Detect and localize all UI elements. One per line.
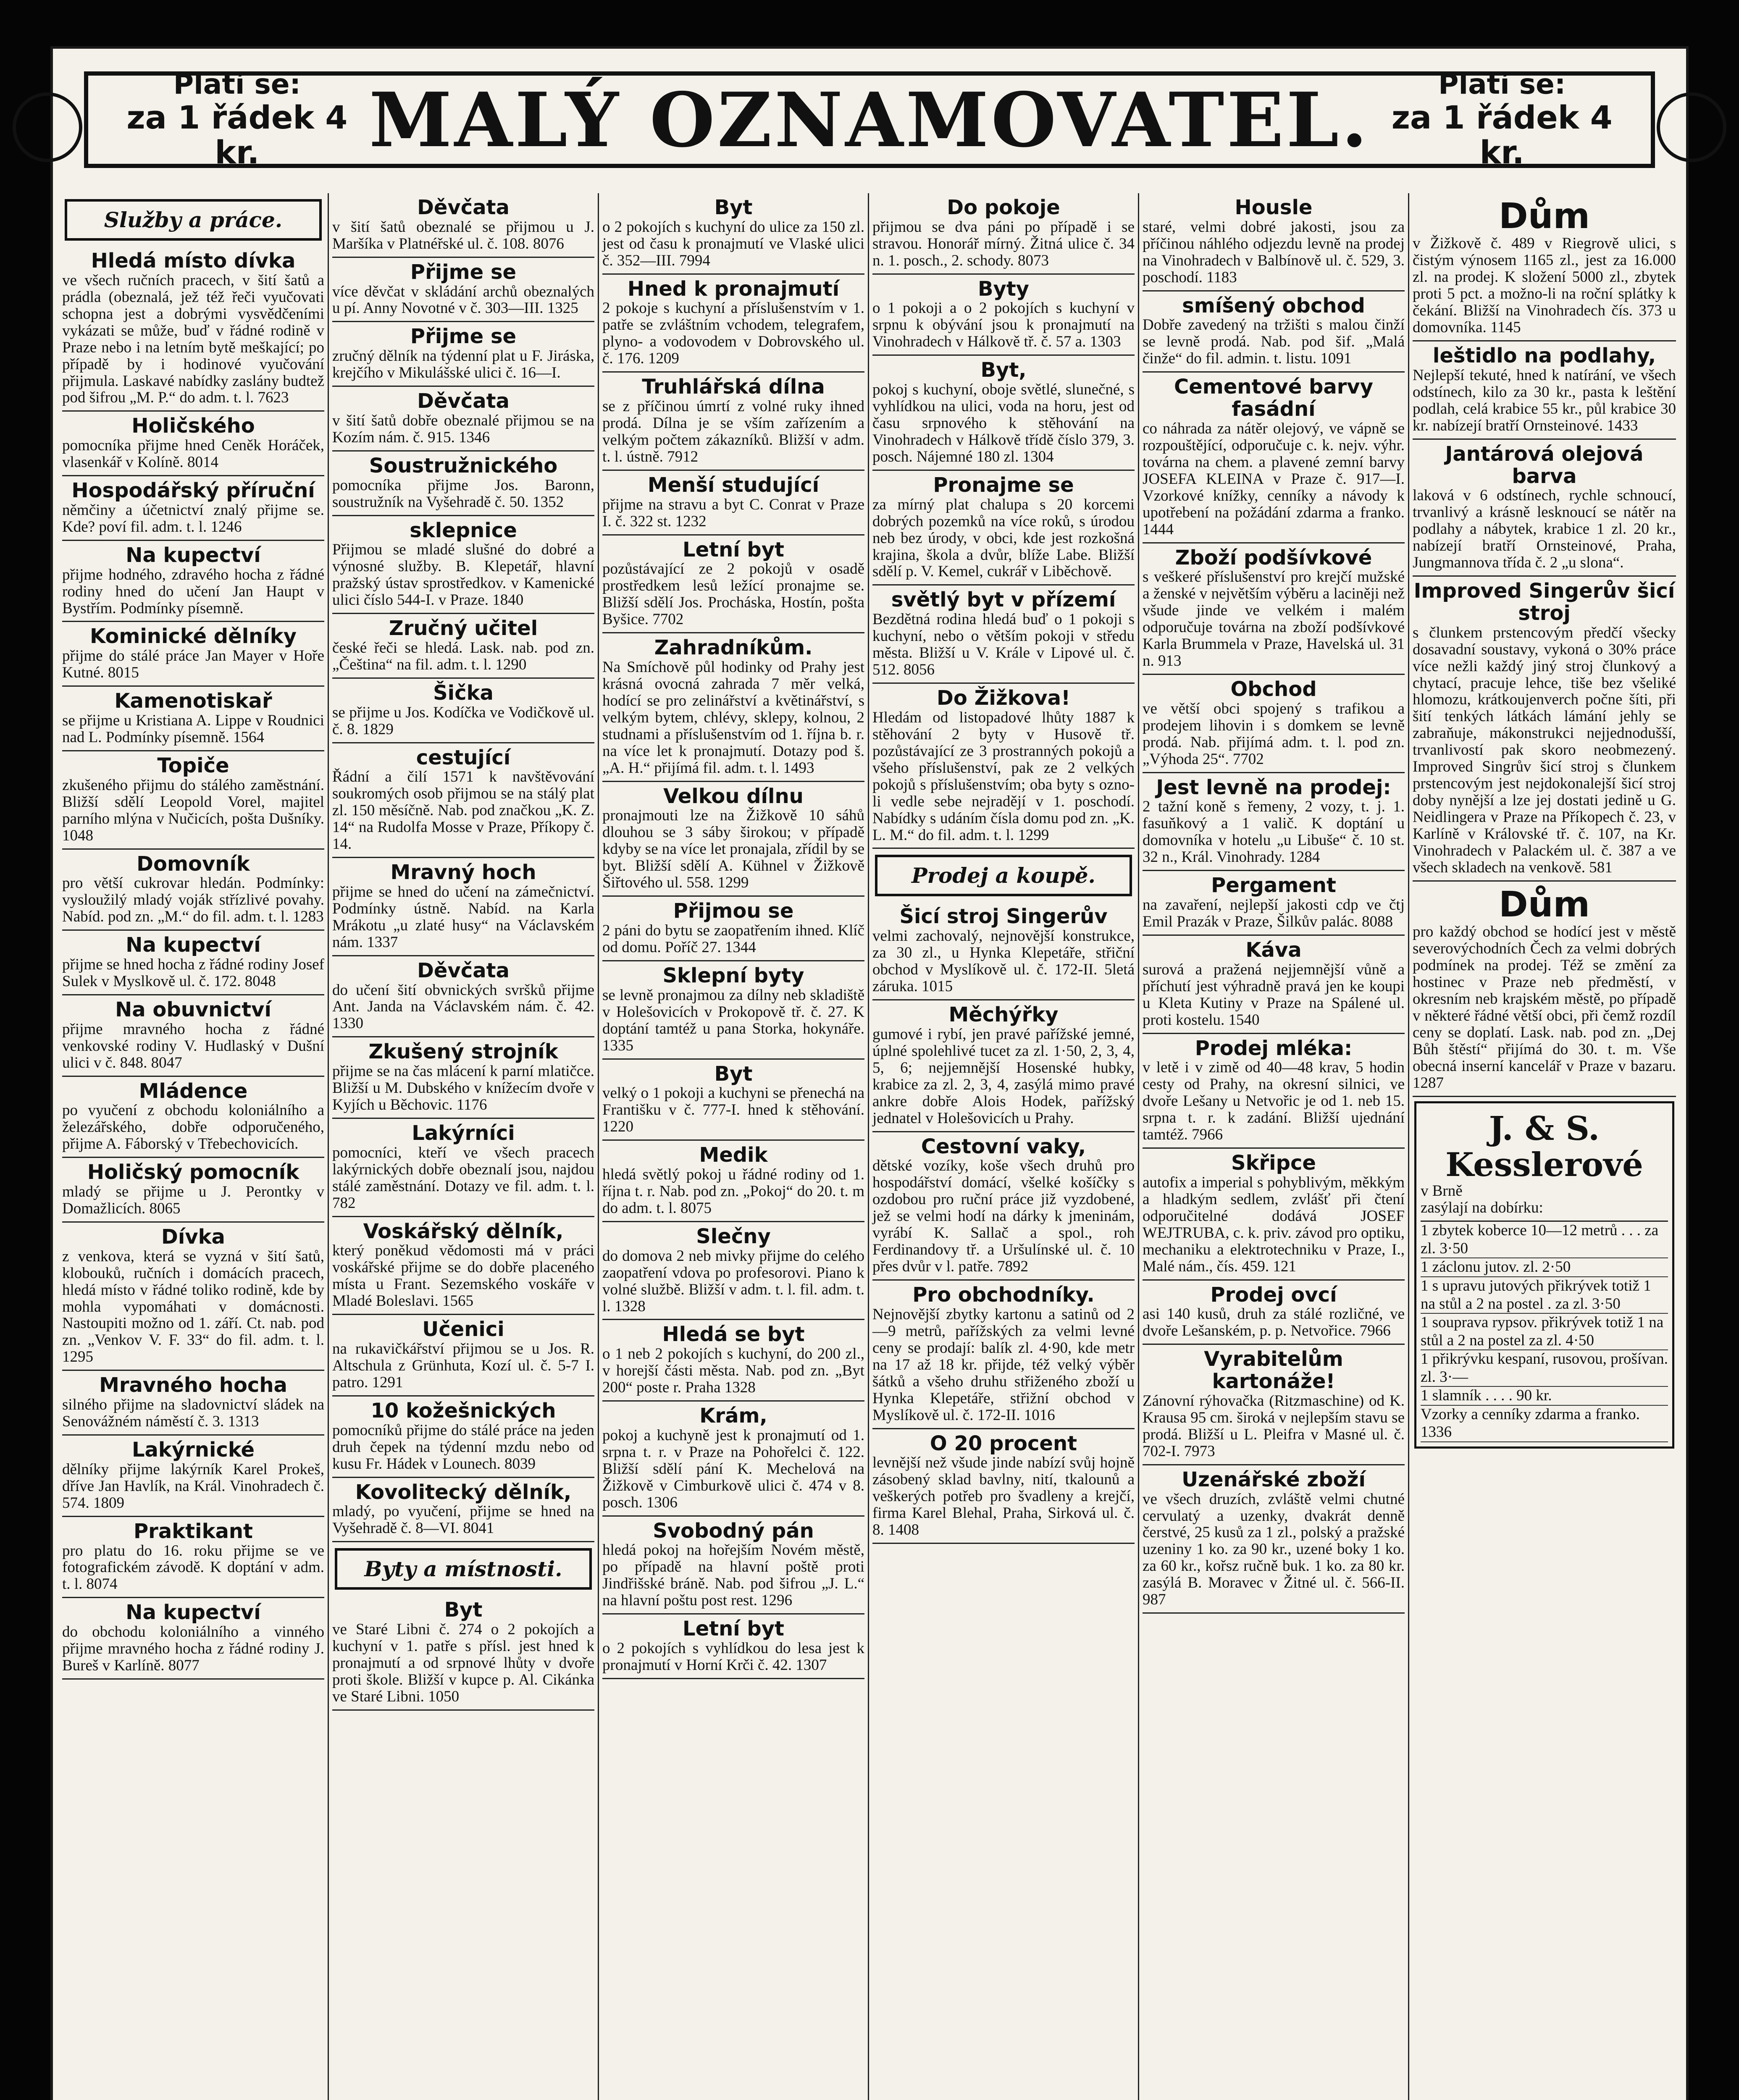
ad-heading: Svobodný pán [653, 1519, 814, 1543]
ad-heading: Slečny [696, 1224, 771, 1248]
ad-text: mladý se přijme u J. Perontky v Domažlicích. 8065 [62, 1183, 324, 1217]
ad-text: autofix a imperial s pohyblivým, měkkým a hladkým sedlem, zvlášť při čtení odporučitelné dodává JOSEF WEJTRUBA, c. k. priv. závod pro optiku, mechaniku a elektrotechniku v Praze, I., Malé nám., čís. 459. 121 [1143, 1173, 1405, 1275]
ad-text: Hledám od listopadové lhůty 1887 k stěhování 2 byty v Husově tř. pozůstávající ze 3 prostranných pokojů a všeho příslušenství, pak ze 2 velkých pokojů s příslušenstvím; oba byty s ozno-li vedle sebe nejradějí v 1. poschodí. Nabídky s udáním čísla domu pod zn. „K. L. M.“ do fil. adm. t. l. 1299 [872, 709, 1135, 844]
ad-text: 2 pokoje s kuchyní a příslušenstvím v 1. patře se zvláštním vchodem, telegrafem, plyno- a vodovodem v Dobrovského ul. č. 176. 1209 [602, 299, 864, 368]
ad-text: gumové i rybí, jen pravé pařížské jemné, úplné spolehlivé tucet za zl. 1·50, 2, 3, 4, 5, 6; nejjemnější Hosenské hubky, krabice za zl. 2, 3, 4, zasýlá mimo pravé ankre dobře Alois Hodek, pařížský jednatel v Holešovicích u Prahy. [872, 1025, 1135, 1127]
ad-heading: Káva [1245, 938, 1302, 962]
ad-heading: Obchod [1230, 677, 1317, 701]
classified-ad [1143, 543, 1405, 675]
ad-heading: Prodej mléka: [1195, 1036, 1353, 1060]
classified-ad [1413, 193, 1676, 341]
ad-heading: Voskářský dělník, [363, 1219, 564, 1243]
ad-text: ve větší obci spojený s trafikou a prodejem lihovin i s domkem se levně prodá. Nab. přijímá adm. t. l. pod zn. „Výhoda 25“. 7702 [1143, 700, 1405, 768]
ad-heading: Jest levně na prodej: [1156, 775, 1391, 799]
classified-ad [62, 1371, 324, 1436]
ad-text: který poněkud vědomosti má v práci voskářské přijme se do dobře placeného místa u Frant. Sezemského voskáře v Mladé Boleslavi. 1565 [332, 1242, 594, 1310]
price-list-row: 1 zbytek koberce 10—12 metrů . . . za zl. 3·50 [1421, 1222, 1668, 1258]
classified-ad [62, 1517, 324, 1599]
ad-text: laková v 6 odstínech, rychle schnoucí, trvanlivý a krásně lesknoucí se nátěr na podlahy a nábytek, krabice 1 zl. 20 kr., nabízejí bratří Ornsteinové, Praha, Jungmannova třída č. 2 „u slona“. [1413, 487, 1676, 572]
ad-text: z venkova, která se vyzná v šití šatů, klobouků, ručních i domácích pracech, hledá místo v řádné tolikо rodině, kde by mohla vypomáhati v domácnosti. Nastoupiti možno od 1. září. Ct. nab. pod zn. „Venkov V. F. 33“ do fil. adm. t. l. 1295 [62, 1247, 324, 1366]
ad-heading: Dům [1498, 195, 1590, 236]
ad-heading: Krám, [699, 1404, 767, 1428]
ad-text: pokoj s kuchyní, oboje světlé, slunečné, s vyhlídkou na ulici, voda na horu, jest od času srpnového k stěhování na Vinohradech v Hálkově třídě číslo 379, 3. posch. Nájemné 180 zl. 1304 [872, 381, 1135, 465]
classified-ad [332, 1037, 594, 1119]
masthead [84, 68, 1655, 171]
ad-text: v Žižkově č. 489 v Riegrově ulici, s čistým výnosem 1165 zl., jest za 16.000 zl. na prodej. K složení 5000 zl., zbytek proti 5 pct. a možno-li na roční splátky k čekání. Bližší na Vinohradech čís. 373 u domovníka. 1145 [1413, 235, 1676, 336]
classified-ad [1143, 373, 1405, 543]
ad-text: pomocníků přijme do stálé práce na jeden druh čepek na týdenní mzdu nebo od kusu Fr. Hádek v Lounech. 8039 [332, 1421, 594, 1473]
ad-text: do domova 2 neb mivky přijme do celého zaopatření vdova po profesorovi. Piano k volné službě. Bližší v adm. t. l. fil. adm. t. l. 1328 [602, 1247, 864, 1315]
classified-ad [602, 1320, 864, 1402]
classified-ad [602, 1222, 864, 1320]
ad-heading: Dívka [161, 1225, 225, 1249]
ad-text: na rukavičkářství přijmou se u Jos. R. Altschula z Grünhuta, Kozí ul. č. 5-7 I. patro. 1291 [332, 1340, 594, 1391]
ad-text: asi 140 kusů, druh za stálé rozličné, ve dvoře Lešanském, p. p. Netvořice. 7966 [1143, 1305, 1405, 1340]
ad-text: Na Smíchově půl hodinky od Prahy jest krásná ovocná zahrada 7 měr velká, hodící se pro zelinářství a květinářství, s velkým bytem, chlévy, sklepy, kolnou, 2 studnami a příslušenstvím od 1. října b. r. na více let k pronajmutí. Dotazy pod š. „A. H.“ přijímá fil. adm. t. l. 1493 [602, 658, 864, 777]
ad-text: pronajmouti lze na Žižkově 10 sáhů dlouhou se 3 sáby širokou; v případě kdyby se na více let pronajala, zřídil by se byt. Bližší sdělí A. Kühnel v Žižkově Šiřtového ul. 558. 1299 [602, 807, 864, 892]
ad-text: pro platu do 16. roku přijme se ve fotografickém závodě. K doptání v adm. t. l. 8074 [62, 1542, 324, 1593]
classified-ad [872, 585, 1135, 684]
ad-heading: Dům [1498, 883, 1590, 925]
ad-heading: Domovník [137, 852, 250, 876]
ad-text: pokoj a kuchyně jest k pronajmutí od 1. srpna t. r. v Praze na Pohořelci č. 122. Bližší sdělí pání K. Mechelová na Žižkově v Cimburkově ulici č. 474 v 8. posch. 1306 [602, 1426, 864, 1511]
ad-heading: Vyrabitelům kartonáže! [1204, 1347, 1343, 1394]
ad-heading: Zručný učitel [389, 617, 538, 640]
ad-heading: Truhlářská dílna [642, 375, 825, 399]
ad-text: pozůstávající ze 2 pokojů v osadě prostředkem lesů ležící pronajme se. Bližší sdělí Jos. Procháska, Hostín, pošta Byšice. 7702 [602, 560, 864, 628]
ad-heading: Byt [444, 1598, 483, 1622]
ad-heading: Šička [433, 681, 494, 705]
ad-text: přijme do stálé práce Jan Mayer v Hoře Kutné. 8015 [62, 647, 324, 682]
ad-text: v šití šatů obeznalé se přijmou u J. Maršíka v Platnéřské ul. č. 108. 8076 [332, 218, 594, 252]
ad-text: s veškeré příslušenství pro krejčí mužské a ženské v největším výběru a laciněji než všude jinde ve velkém i malém odporučuje továrna na zboží podšívkové Karla Brummela v Praze, Havelská ul. 31 n. 913 [1143, 568, 1405, 670]
ad-heading: Improved Singerův šicí stroj [1413, 579, 1675, 625]
classified-ad [872, 275, 1135, 356]
ad-text: mladý, po vyučení, přijme se hned na Vyšehradě č. 8—VI. 8041 [332, 1503, 594, 1537]
ad-text: pomocníka přijme hned Ceněk Horáček, vlasenkář v Kolíně. 8014 [62, 437, 324, 471]
classified-columns [59, 193, 1680, 2100]
ad-text: Bezdětná rodina hledá buď o 1 pokoji s kuchyní, nebo o větším pokoji v středu města. Bližší u V. Krále v Lipové ul. č. 512. 8056 [872, 611, 1135, 679]
section-heading: Prodej a koupě. [875, 855, 1132, 896]
ad-text: v šití šatů dobře obeznalé přijmou se na Kozím nám. č. 915. 1346 [332, 412, 594, 446]
classified-ad [332, 1217, 594, 1315]
ad-text: více děvčat v skládání archů obeznalých u pí. Anny Novotné v č. 303—III. 1325 [332, 283, 594, 317]
classified-ad [332, 387, 594, 452]
ad-heading: Uzenářské zboží [1182, 1467, 1366, 1491]
ad-heading: Pro obchodníky. [912, 1283, 1095, 1307]
ad-text: české řeči se hledá. Lask. nab. pod zn. „Čeština“ na fil. adm. t. l. 1290 [332, 639, 594, 673]
ad-heading: 10 kožešnických [370, 1399, 556, 1423]
classified-ad [602, 193, 864, 275]
classified-ad [62, 1158, 324, 1223]
ad-heading: Na kupectví [126, 1601, 261, 1625]
column-5 [1139, 193, 1409, 2100]
price-list-row: 1 záclonu jutov. zl. 2·50 [1421, 1258, 1668, 1277]
ad-heading: Hledá se byt [662, 1323, 805, 1347]
ad-text: s člunkem prstencovým předčí všecky dosavadní soustavy, vykoná o 30% práce více nežli každý jiný stroj člunkový a chytací, pracuje lehce, tiše bez všeliké hlomozu, krátkoujenverch počne šíti, při šití tenkých látkách lámání jehly se zabraňuje, mákonstrukci nejjednodušší, trvanlivostí pak skoro neobmezený. Improved Singrův šicí stroj s člunkem prstencovým jest nejdokonalejší šicí stroj doby nynější a lze jej dostati jedině u G. Neidlingera v Praze na Příkopech č. 23, v Karlíně v Královské tř. č. 107, na Kr. Vinohradech v Palackém ul. č. 387 a ve všech skladech na venkově. 581 [1413, 624, 1676, 877]
classified-ad [602, 897, 864, 961]
price-list-box [1414, 1101, 1674, 1449]
classified-ad [62, 541, 324, 622]
ad-heading: Prodej ovcí [1210, 1283, 1337, 1307]
classified-ad [62, 622, 324, 687]
ad-text: se přijme u Jos. Kodíčka ve Vodičkově ul. č. 8. 1829 [332, 704, 594, 738]
ad-heading: Kovolitecký dělník, [355, 1480, 572, 1504]
column-3 [599, 193, 869, 2100]
ad-text: pomocníci, kteří ve všech pracech lakýrnických dobře obeznalí jsou, najdou stálé zaměstnání. Dotazy ve fil. adm. t. l. 782 [332, 1144, 594, 1212]
classified-ad [872, 471, 1135, 586]
ad-heading: Velkou dílnu [663, 784, 804, 808]
ad-text: silného přijme na sladovnictví sládek na Senovážném náměstí č. 3. 1313 [62, 1396, 324, 1431]
ad-heading: Zahradníkům. [654, 636, 813, 660]
price-list-row: 1 slamník . . . . 90 kr. [1421, 1387, 1668, 1406]
ad-text: se levně pronajmou za dílny neb skladiště v Holešovicích v Prokopově tř. č. 27. K doptání tamtéž u pana Storka, hokynáře. 1335 [602, 986, 864, 1054]
ad-heading: Na kupectví [126, 933, 261, 957]
column-1 [59, 193, 329, 2100]
classified-ad [62, 751, 324, 850]
ad-heading: světlý byt v přízemí [891, 588, 1116, 612]
price-right-line1: Platí se: [1438, 68, 1566, 101]
ad-heading: Pronajme se [933, 473, 1074, 497]
ad-text: pro větší cukrovar hledán. Podmínky: vysloužilý mladý voják střízlivé povahy. Nabíd. pod zn. „M.“ do fil. adm. t. l. 1283 [62, 874, 324, 926]
ad-text: přijme se hned do učení na zámečnictví. Podmínky ústně. Nabíd. na Karla Mrákotu „u zlaté husy“ na Václavském nám. 1337 [332, 883, 594, 951]
classified-ad [602, 275, 864, 373]
ad-text: se z příčinou úmrtí z volné ruky ihned prodá. Dílna je se vším zařízením a velkým počtem zákazníků. Bližší v adm. t. l. ústně. 7912 [602, 398, 864, 465]
price-list-row: 1 souprava rypsov. přikrývek totiž 1 na stůl a 2 na postel za zl. 4·50 [1421, 1314, 1668, 1350]
classified-ad [332, 1396, 594, 1478]
ad-text: hledá světlý pokoj u řádné rodiny od 1. října t. r. Nab. pod zn. „Pokoj“ do 20. t. m do adm. t. l. 8075 [602, 1166, 864, 1217]
ad-text: ve všech ručních pracech, v šití šatů a prádla (obeznalá, jež též řeči vyučovati schopna jest a dobrými vysvědčeními vykázati se může, buď v řádné rodině v Praze nebo i na letním bytě meškající; po případě by i hodinové vyučování přijmula. Laskavé nabídky zaslány budtež pod šifrou „M. P.“ do adm. t. l. 7623 [62, 271, 324, 407]
ad-text: přijme mravného hocha z řádné venkovské rodiny V. Hudlaský v Dušní ulici v č. 848. 8047 [62, 1020, 324, 1071]
column-6 [1409, 193, 1679, 2100]
classified-ad [332, 193, 594, 258]
ad-text: o 1 neb 2 pokojích s kuchyní, do 200 zl., v horejší části města. Nab. pod zn. „Byt 200“ poste r. Praha 1328 [602, 1345, 864, 1396]
classified-ad [602, 1141, 864, 1222]
ad-text: pomocníka přijme Jos. Baronn, soustružník na Vyšehradě č. 50. 1352 [332, 476, 594, 511]
classified-ad [332, 956, 594, 1038]
classified-ad [602, 633, 864, 782]
price-list-row: 1 s upravu jutových přikrývek totiž 1 na stůl a 2 na postel . za zl. 3·50 [1421, 1277, 1668, 1314]
classified-ad [1413, 882, 1676, 1097]
ad-heading: Hledá místo dívka [91, 249, 296, 273]
ad-heading: Skřipce [1231, 1151, 1316, 1175]
classified-ad [602, 961, 864, 1060]
ad-text: velmi zachovalý, nejnovější konstrukce, za 30 zl., u Hynka Klepetáře, střiční obchod v Myslíkově ul. č. 172-II. 5letá záruka. 1015 [872, 927, 1135, 995]
ad-text: za mírný plat chalupa s 20 korcemi dobrých pozemků na více roků, s úrodou neb bez úrody, v obci, kde jest rozkošná krajina, škola a dvůr, blíže Labe. Bližší sdělí p. V. Kemel, cukrář v Liběchově. [872, 496, 1135, 580]
ad-heading: Pergament [1211, 874, 1336, 898]
ad-heading: Jantárová olejová barva [1445, 442, 1644, 488]
classified-ad [872, 1132, 1135, 1281]
classified-ad [332, 1119, 594, 1217]
ad-text: velký o 1 pokoji a kuchyni se přenechá na Františku v č. 777-I. hned k stěhování. 1220 [602, 1084, 864, 1136]
ad-text: na zavaření, nejlepší jakosti cdp ve čtj Emil Prazák v Praze, Šilkův palác. 8088 [1143, 896, 1405, 931]
ad-heading: Topiče [157, 753, 229, 777]
ad-text: dělníky přijme lakýrník Karel Prokeš, dříve Jan Havlík, na Král. Vinohradech č. 574. 1809 [62, 1460, 324, 1512]
price-list-header [1421, 1108, 1668, 1222]
ad-heading: Byt [714, 1062, 753, 1086]
ad-heading: Zkušený strojník [368, 1040, 558, 1064]
ad-heading: Kominické dělníky [90, 625, 297, 648]
ad-heading: Holičský pomocník [87, 1160, 299, 1184]
ad-heading: Děvčata [417, 196, 510, 219]
classified-ad [332, 258, 594, 323]
ad-heading: Hned k pronajmutí [627, 277, 840, 301]
ad-text: o 2 pokojích s vyhlídkou do lesa jest k pronajmutí v Horní Krči č. 42. 1307 [602, 1640, 864, 1674]
price-left-line1: Platí se: [173, 68, 301, 101]
price-left-line2: za 1 řádek 4 kr. [126, 98, 348, 171]
price-right-line2: za 1 řádek 4 kr. [1391, 98, 1613, 171]
price-left [105, 69, 369, 170]
classified-ad [1413, 577, 1676, 882]
column-4 [869, 193, 1139, 2100]
ad-heading: Menší studující [647, 473, 820, 497]
classified-ad [62, 995, 324, 1077]
ad-text: o 1 pokoji a o 2 pokojích s kuchyní v srpnu k obývání jsou k pronajmutí na Vinohradech v Hálkově tř. č. 57 a. 1303 [872, 299, 1135, 351]
ad-text: přijmou se dva páni po případě i se stravou. Honorář mírný. Žitná ulice č. 34 n. 1. posch., 2. schody. 8073 [872, 218, 1135, 269]
ad-text: přijme na stravu a byt C. Conrat v Praze I. č. 322 st. 1232 [602, 496, 864, 530]
ad-text: hledá pokoj na hořejším Novém městě, po případě na hlavní poště proti Jindřišské bráně. Nab. pod šifrou „J. L.“ na hlavní poštu post rest. 1296 [602, 1541, 864, 1609]
classified-ad [62, 247, 324, 412]
ad-heading: Letní byt [682, 1617, 784, 1641]
classified-ad [602, 471, 864, 536]
ad-heading: Kamenotiskař [114, 689, 272, 713]
classified-ad [1413, 440, 1676, 577]
ad-heading: Holičského [131, 414, 255, 438]
ad-text: Dobře zavedený na tržišti s malou činží se levně prodá. Nab. pod šif. „Malá činže“ do fil. admin. t. listu. 1091 [1143, 316, 1405, 368]
ornament-left-icon [13, 92, 82, 162]
classified-ad [332, 452, 594, 516]
classified-ad [332, 1596, 594, 1711]
ad-text: pro každý obchod se hodící jest v městě severovýchodních Čech za velmi dobrých podmínek na prodej. Též se změní za hostinec v Praze neb předměstí, v okresním neb krajském městě, po případě v některé řádné větší obci, při čemž rozdíl ceny se doplatí. Lask. nab. pod zn. „Dej Bůh štěstí“ přijímá do 30. t. m. Vše obecná inserní kancelář v Praze v bazaru. 1287 [1413, 923, 1676, 1092]
classified-ad [602, 1614, 864, 1679]
page-title: MALÝ OZNAMOVATEL. [369, 76, 1370, 164]
classified-ad [1143, 773, 1405, 872]
classified-ad [1143, 1149, 1405, 1281]
price-list-sub: v Brně [1421, 1182, 1463, 1200]
ad-heading: Na kupectví [126, 543, 261, 567]
classified-ad [1143, 1345, 1405, 1465]
classified-ad [602, 1517, 864, 1615]
ad-text: surová a pražená nejjemnější vůně a příchutí jest výhradně pravá jen ke koupi u Kleta Kutiny v Praze na Spálené ul. proti kostelu. 1540 [1143, 961, 1405, 1029]
ad-text: Zánovní rýhovačka (Ritzmaschine) od K. Krausa 95 cm. široká v nejlepším stavu se prodá. Bližší u L. Pleifra v Masné ul. č. 702-I. 7973 [1143, 1392, 1405, 1460]
ad-heading: Zboží podšívkové [1175, 546, 1372, 570]
ad-text: o 2 pokojích s kuchyní do ulice za 150 zl. jest od času k pronajmutí ve Vlaské ulici č. 352—III. 7994 [602, 218, 864, 269]
ad-heading: Na obuvnictví [115, 998, 271, 1021]
price-right [1370, 69, 1634, 170]
ad-text: přijme hodného, zdravého hocha z řádné rodiny hned do učení Jan Haupt v Bystřím. Podmínky písemně. [62, 566, 324, 617]
ad-text: němčiny a účetnictví znalý přijme se. Kde? poví fil. adm. t. l. 1246 [62, 501, 324, 536]
ad-text: v letě i v zimě od 40—48 krav, 5 hodin cesty od Prahy, na okresní silnici, ve dvoře Lešany u Netvořic je od 1. neb 15. srpna t. r. k zadání. Bližší ujednání tamtéž. 7966 [1143, 1059, 1405, 1144]
classified-ad [602, 1060, 864, 1141]
ad-text: levnější než všude jinde nabízí svůj hojně zásobený sklad bavlny, nití, tkalounů a veškerých potřeb pro švadleny a krejčí, firma Karel Blehal, Praha, Sirková ul. č. 8. 1408 [872, 1454, 1135, 1539]
classified-ad [62, 1223, 324, 1371]
classified-ad [602, 536, 864, 634]
ad-heading: sklepnice [410, 518, 517, 542]
ad-heading: Lakýrnické [131, 1438, 255, 1462]
classified-ad [62, 850, 324, 931]
ad-text: se přijme u Kristiana A. Lippe v Roudnici nad L. Podmínky písemně. 1564 [62, 711, 324, 746]
ad-heading: Děvčata [417, 389, 510, 413]
ad-heading: Šicí stroj Singerův [899, 905, 1108, 929]
classified-ad [872, 356, 1135, 471]
ornament-right-icon [1657, 92, 1726, 162]
classified-ad [62, 1598, 324, 1680]
classified-ad [1143, 193, 1405, 291]
section-heading: Byty a místnosti. [335, 1548, 592, 1590]
classified-ad [332, 322, 594, 387]
classified-ad [62, 1077, 324, 1158]
ad-text: přijme se na čas mlácení k parní mlatičce. Bližší u M. Dubského v knížecím dvoře v Kyjích u Běchovic. 1176 [332, 1063, 594, 1114]
classified-ad [62, 931, 324, 995]
classified-ad [1143, 871, 1405, 936]
classified-ad [332, 858, 594, 956]
classified-ad [62, 476, 324, 541]
ad-heading: O 20 procent [930, 1431, 1077, 1455]
classified-ad [872, 1429, 1135, 1544]
ad-text: do učení šití obvnických svršků přijme Ant. Janda na Václavském nám. č. 42. 1330 [332, 981, 594, 1032]
ad-text: ve Staré Libni č. 274 o 2 pokojích a kuchyní v 1. patře s přísl. jest hned k pronajmutí a od srpnové lhůty v dvoře proti škole. Bližší v kupce p. Al. Cikánka ve Staré Libni. 1050 [332, 1621, 594, 1705]
classified-ad [872, 1281, 1135, 1429]
classified-ad [62, 412, 324, 476]
classified-ad [872, 193, 1135, 275]
ad-text: staré, velmi dobré jakosti, jsou za příčinou náhlého odjezdu levně na prodej na Vinohradech v Balbínově ul. č. 529, 3. poschodí. 1183 [1143, 218, 1405, 286]
ad-heading: Byty [977, 277, 1030, 301]
classified-ad [1143, 675, 1405, 773]
classified-ad [332, 1315, 594, 1396]
classified-ad [332, 1478, 594, 1543]
ad-heading: Mládence [139, 1079, 248, 1103]
ad-heading: Přijme se [410, 325, 517, 349]
ad-text: Nejlepší tekuté, hned k natírání, ve všech odstínech, kilo za 30 kr., pasta k leštění podlah, celá krabice 55 kr., půl krabice 30 kr. nabízejí bratří Ornsteinové. 1433 [1413, 366, 1676, 434]
ad-text: Přijmou se mladé slušné do dobré a výnosné služby. B. Klepetář, hlavní pražský ústav sprostředkov. v Kamenické ulici číslo 544-I. v Praze. 1840 [332, 541, 594, 609]
classified-ad [62, 687, 324, 751]
classified-ad [1143, 936, 1405, 1034]
classified-ad [1143, 1034, 1405, 1149]
ad-text: zkušeného přijmu do stálého zaměstnání. Bližší sdělí Leopold Vorel, majitel parního mlýna v Nučicích, pošta Dušníky. 1048 [62, 776, 324, 844]
ad-heading: Medik [699, 1143, 768, 1167]
classified-ad [1143, 291, 1405, 373]
price-list-title: J. & S. Kesslerové [1445, 1109, 1643, 1184]
ad-heading: cestující [416, 746, 511, 769]
ad-text: 2 tažní koně s řemeny, 2 vozy, t. j. 1. fasuňkový a 1 valič. K doptání u domovníka v hotelu „u Libuše“ č. 10 st. 32 n., Král. Vinohrady. 1284 [1143, 798, 1405, 866]
ad-heading: Do pokoje [947, 196, 1060, 219]
ad-heading: Přijme se [410, 260, 517, 284]
classified-ad [872, 684, 1135, 849]
classified-ad [332, 743, 594, 858]
classified-ad [602, 782, 864, 897]
ad-heading: Přijmou se [673, 899, 794, 923]
section-heading: Služby a práce. [65, 199, 322, 241]
classified-ad [332, 679, 594, 743]
ad-heading: Mravného hocha [99, 1373, 287, 1397]
ad-heading: Do Žižkova! [937, 686, 1070, 710]
ad-heading: smíšený obchod [1182, 294, 1365, 318]
ad-heading: Soustružnického [369, 454, 558, 478]
ad-heading: Hospodářský příruční [71, 479, 315, 503]
price-list-row: 1 přikrývku kespaní, rusovou, prošívan. zl. 3·— [1421, 1350, 1668, 1387]
ad-heading: Housle [1235, 196, 1313, 219]
ad-heading: Lakýrníci [412, 1121, 515, 1145]
ad-text: dětské vozíky, koše všech druhů pro hospodářství domácí, všelké košíčky s ozdobou pro ruční práce již vyzdobené, jež se velmi hodí na dárky k jmeninám, vyrábí K. Sallač a spol., roh Ferdinandovy tř. a Uršulínské ul. č. 10 přes dvůr v l. patře. 7892 [872, 1157, 1135, 1276]
ad-heading: Mravný hoch [390, 861, 536, 885]
ad-heading: Cementové barvy fasádní [1174, 375, 1373, 421]
ad-heading: Děvčata [417, 958, 510, 982]
ad-text: Řádní a čilí 1571 k navštěvování soukromých osob přijmou se na stálý plat zl. 150 měsíčně. Nab. pod značkou „K. Z. 14“ na Rudolfa Mosse v Praze, Příkopy č. 14. [332, 768, 594, 853]
price-list-footer: Vzorky a cenníky zdarma a franko. 1336 [1421, 1406, 1668, 1442]
ad-text: přijme se hned hocha z řádné rodiny Josef Sulek v Myslkově ul. č. 172. 8048 [62, 956, 324, 990]
ad-heading: leštidlo na podlahy, [1432, 344, 1656, 368]
ad-heading: Byt, [980, 358, 1027, 382]
ad-heading: Učenici [422, 1318, 504, 1341]
price-list-sub2: zasýlají na dobírku: [1421, 1199, 1543, 1217]
ad-text: co náhrada za nátěr olejový, ve vápně se rozpouštějící, odporučuje c. k. nejv. výhr. továrna na chem. a plavené zemní barvy JOSEFA KLEINA v Praze č. 917—I. Vzorkové knížky, cenníky a návody k upotřebení na požádání zdarma a franko. 1444 [1143, 420, 1405, 538]
ad-heading: Cestovní vaky, [921, 1134, 1086, 1158]
ad-heading: Praktikant [134, 1519, 253, 1543]
classified-ad [62, 1436, 324, 1517]
column-2 [329, 193, 599, 2100]
ad-heading: Letní byt [682, 538, 784, 562]
ad-text: ve všech druzích, zvláště velmi chutné cervulatý a uzenky, dvakrát denně čerstvé, 25 kusů za 1 zl., polský a pražské uzeniny 1 ko. za 90 kr., uzené boky 1 ko. za 60 kr., kořsz ručně buk. 1 ko. za 80 kr. zasýlá B. Moravec v Žitné ul. č. 566-II. 987 [1143, 1490, 1405, 1609]
classified-ad [602, 1402, 864, 1517]
classified-ad [1143, 1465, 1405, 1614]
ad-text: do obchodu koloniálního a vinného přijme mravného hocha z řádné rodiny J. Bureš v Karlíně. 8077 [62, 1623, 324, 1675]
classified-ad [332, 516, 594, 614]
ad-heading: Byt [714, 196, 753, 219]
ad-heading: Měchýřky [948, 1003, 1059, 1027]
ad-text: 2 páni do bytu se zaopatřením ihned. Klíč od domu. Poříč 27. 1344 [602, 922, 864, 956]
ad-text: po vyučení z obchodu koloniálního a železářského, dobře odporučeného, přijme A. Fáborský v Třebechovicích. [62, 1102, 324, 1153]
classified-ad [872, 1000, 1135, 1132]
classified-ad [872, 902, 1135, 1000]
classified-ad [1413, 341, 1676, 440]
classified-ad [1143, 1281, 1405, 1345]
classified-ad [602, 373, 864, 471]
ad-text: zručný dělník na týdenní plat u F. Jiráska, krejčího v Mikulášské ulici č. 16—I. [332, 347, 594, 382]
ad-heading: Sklepní byty [662, 963, 804, 987]
ad-text: Nejnovější zbytky kartonu a satinů od 2—9 metrů, pařížských za velmi levné ceny se prodají: balík zl. 4·90, kde metr na 17 až 18 kr. přijde, též velký výběr šátků a všeho druhu střiženého zboží u Hynka Klepetáře, střižní obchod v Myslíkově ul. č. 172-II. 1016 [872, 1305, 1135, 1424]
classified-ad [332, 614, 594, 679]
